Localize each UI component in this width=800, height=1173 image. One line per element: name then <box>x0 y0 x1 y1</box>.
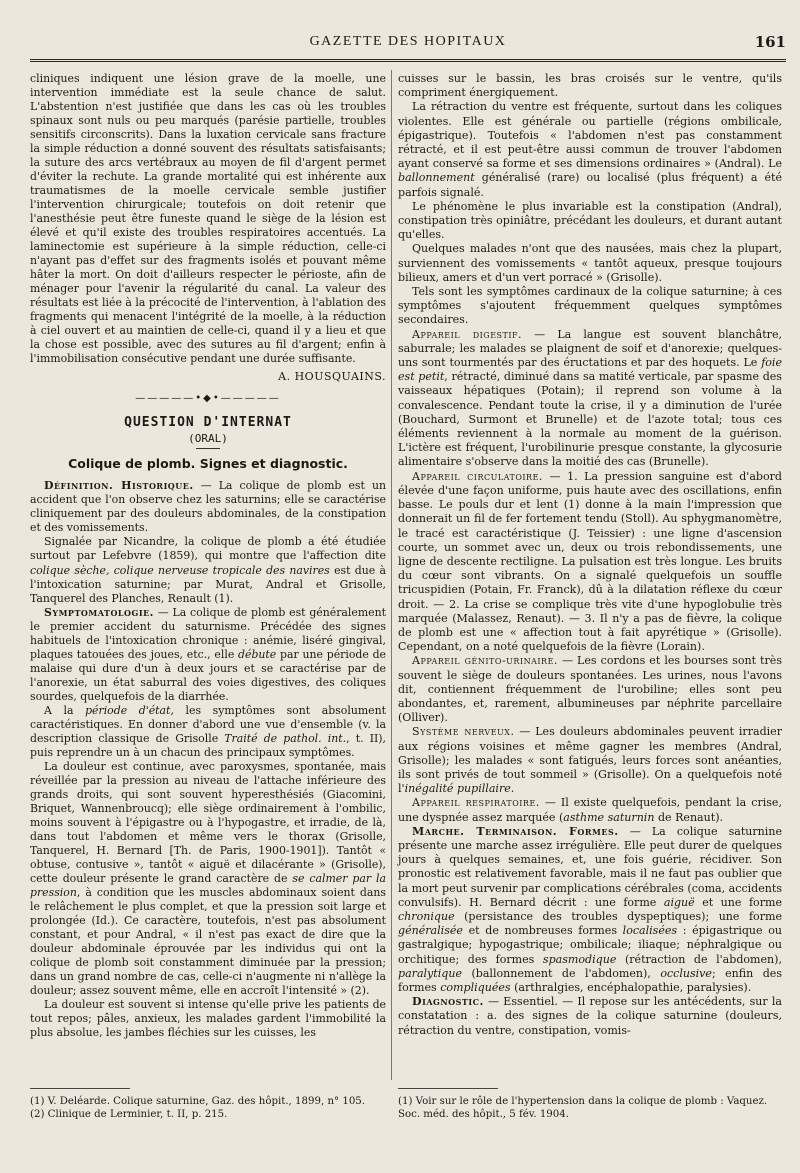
section-ornament: —————•◆•————— <box>135 393 281 405</box>
state-period-paragraph: A la période d'état, les symptômes sont absolument caractéristiques. En donner d'abord une vue d'ensemble (v. la description classique de Grisolle Traité de pathol. int., t. II), puis reprendre un à un chacun des principaux symptômes. <box>30 703 387 759</box>
section-title: QUESTION D'INTERNAT <box>124 415 292 431</box>
circulatory-rubric: Appareil circulatoire. <box>412 469 543 483</box>
cardinal-symptoms-paragraph: Tels sont les symptômes cardinaux de la colique saturnine; à ces symptômes s'ajoutent fréquemment quelques symptômes secondaires. <box>398 285 782 327</box>
history-paragraph: Signalée par Nicandre, la colique de plomb a été étudiée surtout par Lefebvre (1859), qui montre que l'affection dite colique sèche, colique nerveuse tropicale des navires est due à l'intoxication saturnine; par Murat, Andral et Grisolle, Tanquerel des Planches, Renault (1). <box>30 535 386 605</box>
footnotes-left <box>30 1095 386 1121</box>
pain-paragraph: La douleur est continue, avec paroxysmes, spontanée, mais réveillée par la pression au niveau de l'attache inférieure des grands droits, qui sont souvent hyperesthésiés (Giacomini, Briquet, Wannenbroucq); elle siège ordinairement à l'ombilic, moins souvent à l'épigastre ou à l'hypogastre, et irradie, de là, dans tout l'abdomen et même vers le thorax (Grisolle, Tanquerel, H. Bernard [Th. de Paris, 1900-1901]). Tantôt « obtuse, contusive », tantôt « aiguë et dilacérante » (Grisolle), cette douleur présente le grand caractère de se calmer par la pression, à condition que les muscles abdominaux soient dans le relâchement le plus complet, et que la pression soit large et prolongée (Id.). Ce caractère, toutefois, n'est pas absolument constant, et pour Andral, « il n'est pas exact de dire que la douleur abdominale éprouvée par les individus qui ont la colique de plomb soit constamment diminuée par la pression; dans un grand nombre de cas, celle-ci n'augmente ni n'allège la douleur; assez souvent même, elle en accroît l'intensité » (2). <box>30 759 386 997</box>
symptomatology-paragraph: Symptomatologie. — La colique de plomb est généralement le premier accident du saturnisme. Précédée des signes habituels de l'intoxication chronique : anémie, liséré gingival, plaques tatouées des joues, etc., elle débute par une période de malaise qui dure d'un à deux jours et se caractérise par de l'anorexie, un état saburral des voies digestives, des coliques sourdes, quelquefois de la diarrhée. <box>30 605 386 703</box>
digestive-paragraph: Appareil digestif. — La langue est souvent blanchâtre, saburrale; les malades se plaignent de soif et d'anorexie; quelques-uns sont tourmentés par des éructations et par des hoquets. Le foie est petit, rétracté, diminué dans sa matité verticale, par spasme des vaisseaux hépatiques (Potain); il reprend son volume à la convalescence. Pendant toute la crise, il y a diminution de l'urée (Bouchard, Surmont et Brunelle) et de l'azote total; tous ces éléments reviennent à la normale au moment de la guérison. L'ictère est fréquent, l'urobilinurie presque constante, la glycosurie alimentaire s'observe dans la moitié des cas (Brunelle). <box>398 327 782 469</box>
column-divider <box>391 70 392 1080</box>
topic-heading: Colique de plomb. Signes et diagnostic. <box>68 456 348 472</box>
retraction-paragraph: La rétraction du ventre est fréquente, surtout dans les coliques violentes. Elle est générale ou partielle (régions ombilicale, épigastrique). Toutefois « l'abdomen n'est pas constamment rétracté, et il est peut-être aussi commun de trouver l'abdomen ayant conservé sa forme et ses dimensions ordinaires » (Andral). Le ballonnement généralisé (rare) ou localisé (plus fréquent) a été parfois signalé. <box>398 100 782 199</box>
left-column <box>30 72 386 1040</box>
genitourinary-paragraph: Appareil génito-urinaire. — Les cordons et les bourses sont très souvent le siège de douleurs spontanées. Les urines, nous l'avons dit, contiennent fréquemment de l'urobiline; elles sont peu abondantes, et, rarement, albumineuses par néphrite parcellaire (Olliver). <box>398 654 782 725</box>
right-column <box>398 72 782 1038</box>
page-number: 161 <box>754 33 786 51</box>
definition-rubric: Définition. Historique. <box>44 479 194 493</box>
section-rule <box>196 448 220 449</box>
course-forms-paragraph: Marche. Terminaison. Formes. — La colique saturnine présente une marche assez irrégulière. Elle peut durer de quelques jours à quelques semaines, et, une fois guérie, récidiver. Son pronostic est relativement favorable, mais il ne faut pas oublier que la mort peut survenir par complications cérébrales (coma, accidents convulsifs). H. Bernard décrit : une forme aiguë et une forme chronique (persistance des troubles dyspeptiques); une forme généralisée et de nombreuses formes localisées : épigastrique ou gastralgique; hypogastrique; ombilicale; iliaque; néphralgique ou orchitique; des formes spasmodique (rétraction de l'abdomen), paralytique (ballonnement de l'abdomen), occlusive; enfin des formes compliquées (arthralgies, encéphalopathie, paralysies). <box>398 824 783 994</box>
respiratory-paragraph: Appareil respiratoire. — Il existe quelquefois, pendant la crise, une dyspnée assez marquée (asthme saturnin de Renaut). <box>398 796 782 824</box>
footnote-left-2: (2) Clinique de Lerminier, t. II, p. 215. <box>30 1109 228 1120</box>
digestive-rubric: Appareil digestif. <box>412 327 523 341</box>
footnote-left-1: (1) V. Deléarde. Colique saturnine, Gaz. des hôpit., 1899, n° 105. <box>30 1096 366 1107</box>
pain-intensity-paragraph: La douleur est souvent si intense qu'elle prive les patients de tout repos; pâles, anxieux, les malades gardent l'immobilité la plus absolue, les jambes fléchies sur les cuisses, les <box>30 997 386 1040</box>
symptomatology-rubric: Symptomatologie. <box>44 605 154 619</box>
nervous-system-paragraph: Système nerveux. — Les douleurs abdominales peuvent irradier aux régions voisines et même gagner les membres (Andral, Grisolle); les malades « sont fatigués, leurs forces sont anéanties, ils sont privés de tout sommeil » (Grisolle). On a quelquefois noté l'inégalité pupillaire. <box>398 725 782 796</box>
author-signature: A. HOUSQUAINS. <box>278 370 386 384</box>
header-rule <box>30 59 786 62</box>
circulatory-paragraph: Appareil circulatoire. — 1. La pression sanguine est d'abord élevée d'une façon uniforme, puis haute avec des oscillations, enfin basse. Le pouls dur et lent (1) donne à la main l'impression que donnerait un fil de fer fortement tendu (Stoll). Au sphygmanomètre, le tracé est caractéristique (J. Teissier) : une ligne d'ascension courte, un sommet avec un, deux ou trois rebondissements, une ligne de descente rectiligne. La pulsation est très longue. Les bruits du cœur sont vibrants. On a signalé quelquefois un souffle tricuspidien (Potain, Fr. Franck), dû à la dilatation réflexe du cœur droit. — 2. La crise se complique très vite d'une hypoglobulie très marquée (Malassez, Renaut). — 3. Il n'y a pas de fièvre, la colique de plomb est une « affection tout à fait apyrétique » (Grisolle). Cependant, on a noté quelquefois de la fièvre (Lorain). <box>398 469 782 654</box>
nervous-system-rubric: Système nerveux. <box>412 725 515 739</box>
posture-paragraph: cuisses sur le bassin, les bras croisés sur le ventre, qu'ils compriment énergiquement. <box>398 72 782 100</box>
vomiting-paragraph: Quelques malades n'ont que des nausées, mais chez la plupart, surviennent des vomissements « tantôt aqueux, presque toujours bilieux, amers et d'un vert porracé » (Grisolle). <box>398 242 782 284</box>
page-header <box>30 30 786 56</box>
diagnosis-rubric: Diagnostic. <box>412 995 484 1009</box>
footnote-rule-left <box>30 1088 130 1089</box>
diagnosis-paragraph: Diagnostic. — Essentiel. — Il repose sur les antécédents, sur la constatation : a. des signes de la colique saturnine (douleurs, rétraction du ventre, constipation, vomis- <box>398 995 782 1037</box>
definition-paragraph: Définition. Historique. — La colique de plomb est un accident que l'on observe chez les saturnins; elle se caractérise cliniquement par des douleurs abdominales, de la constipation et des vomissements. <box>30 479 386 535</box>
constipation-paragraph: Le phénomène le plus invariable est la constipation (Andral), constipation très opiniâtre, précédant les douleurs, et durant autant qu'elles. <box>398 199 782 242</box>
genitourinary-rubric: Appareil génito-urinaire. <box>412 654 558 668</box>
respiratory-rubric: Appareil respiratoire. <box>412 796 540 810</box>
footnote-right-1: (1) Voir sur le rôle de l'hypertension dans la colique de plomb : Vaquez. Soc. méd. des hôpit., 5 fév. 1904. <box>398 1096 768 1120</box>
footnotes-right <box>398 1095 782 1121</box>
section-subtitle: (ORAL) <box>188 432 228 446</box>
article-conclusion-paragraph: cliniques indiquent une lésion grave de la moelle, une intervention immédiate est la seule chance de salut. L'abstention n'est justifiée que dans les cas où les troubles spinaux sont nuls ou peu marqués (parésie partielle, troubles sensitifs circonscrits). Dans la luxation cervicale sans fracture la simple réduction a donné souvent des résultats satisfaisants; la suture des arcs vertébraux au moyen de fil d'argent permet d'éviter la rechute. La grande mortalité qui est inhérente aux traumatismes de la moelle cervicale semble justifier l'intervention chirurgicale; toutefois on doit retenir que l'anesthésie peut être funeste quand le siège de la lésion est élevé et qu'il existe des troubles respiratoires accentués. La laminectomie est supérieure à la simple réduction, celle-ci n'ayant pas d'effet sur des fragments isolés et pouvant même hâter la mort. On doit d'ailleurs respecter le périoste, afin de ménager pour l'avenir la régularité du canal. La valeur des résultats est liée à la précocité de l'intervention, à l'ablation des fragments qui menacent l'intégrité de la moelle, à la réduction à ciel ouvert et au maintien de celle-ci, quand il y a lieu et que la chose est possible, avec des sutures au fil d'argent; enfin à l'immobilisation consécutive pendant une durée suffisante. <box>30 72 386 366</box>
course-rubric: Marche. Terminaison. Formes. <box>412 824 619 838</box>
running-title: GAZETTE DES HOPITAUX <box>309 34 507 49</box>
footnote-rule-right <box>398 1088 498 1089</box>
